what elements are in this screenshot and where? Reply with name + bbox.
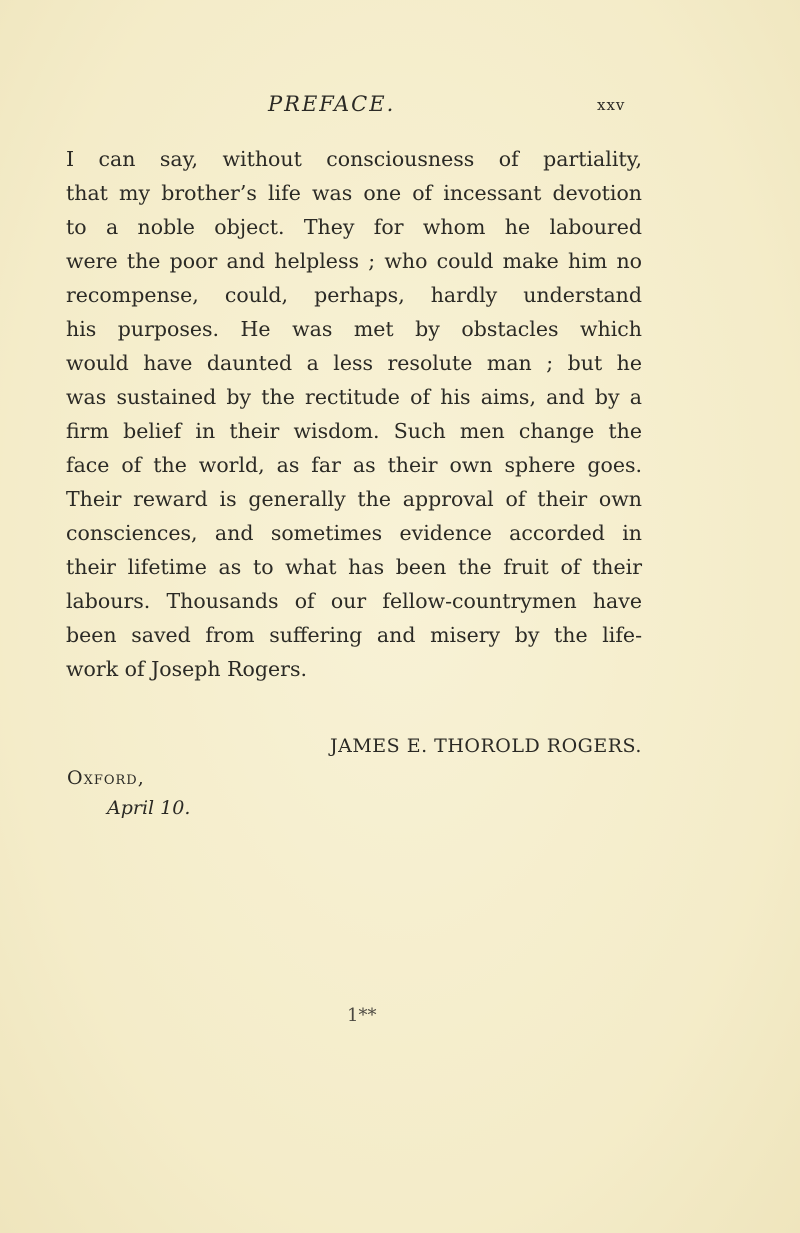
text-line: was sustained by the rectitude of his aims, and by a [66,385,642,409]
text-line: that my brother’s life was one of incessant devotion [66,181,642,205]
author-signature: JAMES E. THOROLD ROGERS. [330,735,642,757]
text-line: labours. Thousands of our fellow-countrymen have [66,589,642,613]
text-line: were the poor and helpless ; who could make him no [66,249,642,273]
text-line: been saved from suffering and misery by the life- [66,623,642,647]
text-line: I can say, without consciousness of partiality, [66,147,642,171]
text-line: work of Joseph Rogers. [66,657,307,681]
text-line: would have daunted a less resolute man ; but he [66,351,642,375]
text-line: their lifetime as to what has been the fruit of their [66,555,642,579]
text-line: firm belief in their wisdom. Such men change the [66,419,642,443]
text-line: Their reward is generally the approval of their own [66,487,642,511]
signature-date: April 10. [107,797,191,819]
printer-signature-mark: 1** [347,1005,377,1026]
running-title: PREFACE. [268,92,396,116]
text-line: recompense, could, perhaps, hardly understand [66,283,642,307]
text-line: his purposes. He was met by obstacles which [66,317,642,341]
text-line: face of the world, as far as their own sphere goes. [66,453,642,477]
text-line: consciences, and sometimes evidence accorded in [66,521,642,545]
signature-place: Oxford, [67,767,145,789]
page-number: xxv [597,96,626,114]
text-line: to a noble object. They for whom he laboured [66,215,642,239]
preface-paragraph [66,142,642,686]
